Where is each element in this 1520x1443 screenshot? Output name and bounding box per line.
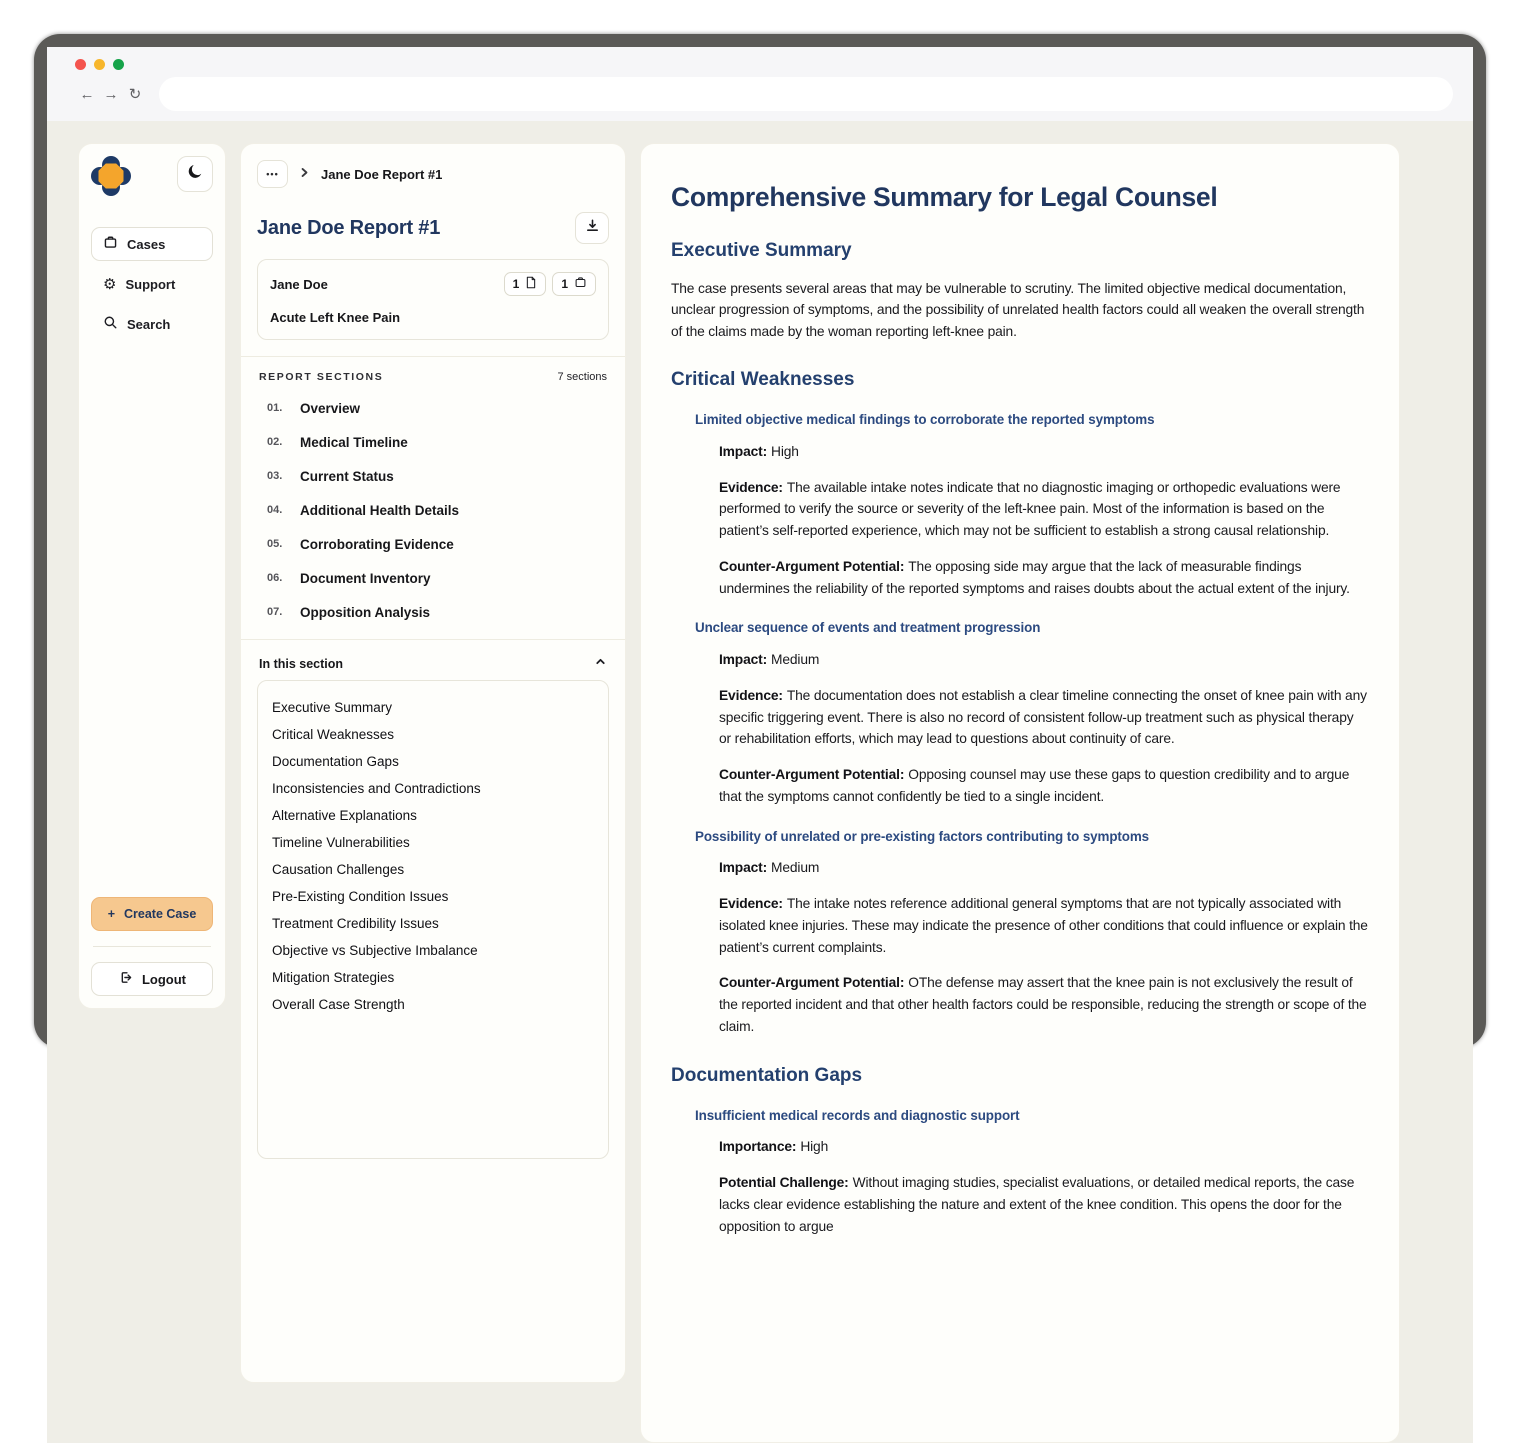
weakness-details: Impact: Medium Evidence: The documentation does not establish a clear timeline connecting the onset of knee pain with any specific triggering event. There is also no record of consistent follow-up treatment such as physical therapy or rehabilitation efforts, which may lead to questions about continuity of care. Counter-Argument Potential: Opposing counsel may use these gaps to question credibility and to argue that the symptoms cannot confidently be tied to a single incident. <box>719 652 1367 804</box>
report-sections-header: REPORT SECTIONS <box>259 371 384 383</box>
weakness-details: Impact: High Evidence: The available intake notes indicate that no diagnostic imaging or orthopedic evaluations were performed to verify the source or severity of the left-knee pain. Most of the information is based on the patient’s self-reported experience, which may not be sufficient to establish a strong causal relationship. Counter-Argument Potential: The opposing side may argue that the lack of measurable findings undermines the reliability of the reported symptoms and raises doubts about the actual extent of the injury. <box>719 444 1350 596</box>
report-section-item[interactable]: 05. Corroborating Evidence <box>267 536 454 552</box>
in-this-section-label: In this section <box>259 657 344 671</box>
plus-icon: + <box>107 907 116 921</box>
page-title: Comprehensive Summary for Legal Counsel <box>671 182 1218 212</box>
report-section-item[interactable]: 04. Additional Health Details <box>267 502 460 518</box>
download-icon <box>585 218 600 238</box>
app-content <box>47 121 1473 1443</box>
back-icon[interactable]: ← <box>79 85 95 103</box>
toc-item[interactable]: Objective vs Subjective Imbalance <box>272 943 478 958</box>
toc-item[interactable]: Timeline Vulnerabilities <box>272 835 410 850</box>
weakness-title: Limited objective medical findings to corroborate the reported symptoms <box>695 412 1155 428</box>
toc-item[interactable]: Treatment Credibility Issues <box>272 916 439 931</box>
report-section-item[interactable]: 06. Document Inventory <box>267 570 431 586</box>
logout-button[interactable] <box>91 962 213 996</box>
case-count-badge: 1 <box>552 272 596 296</box>
sidebar-item-label: Support <box>125 276 176 292</box>
toc-list <box>257 680 609 1159</box>
toc-item[interactable]: Causation Challenges <box>272 862 405 877</box>
gap-details: Importance: High Potential Challenge: Without imaging studies, specialist evaluations, or detailed medical reports, the case lacks clear evidence establishing the nature and extent of the knee condition. This opens the door for the opposition to argue <box>719 1139 1355 1234</box>
url-bar[interactable] <box>159 77 1453 111</box>
close-window-button[interactable] <box>75 59 86 70</box>
reload-icon[interactable]: ↻ <box>128 86 142 103</box>
briefcase-icon <box>574 276 587 292</box>
create-case-label: Create Case <box>124 907 197 921</box>
logout-label: Logout <box>141 971 187 987</box>
toc-item[interactable]: Critical Weaknesses <box>272 727 395 742</box>
briefcase-icon <box>103 235 118 253</box>
toc-item[interactable]: Inconsistencies and Contradictions <box>272 781 481 796</box>
browser-window <box>47 47 1473 1234</box>
create-case-button[interactable] <box>91 897 213 931</box>
report-section-item[interactable]: 07. Opposition Analysis <box>267 604 431 620</box>
weakness-title: Unclear sequence of events and treatment progression <box>695 620 1041 636</box>
patient-name: Jane Doe <box>270 276 328 292</box>
section-heading-critical-weaknesses: Critical Weaknesses <box>671 369 855 391</box>
patient-condition: Acute Left Knee Pain <box>270 310 401 325</box>
sidebar-item-cases[interactable] <box>91 227 213 261</box>
minimize-window-button[interactable] <box>94 59 105 70</box>
weakness-title: Possibility of unrelated or pre-existing factors contributing to symptoms <box>695 828 1149 844</box>
report-panel <box>240 143 626 1383</box>
breadcrumb-ellipsis-button[interactable]: ••• <box>257 160 288 188</box>
breadcrumb <box>257 160 609 188</box>
document-count-badge: 1 <box>504 272 547 296</box>
document-icon <box>525 276 537 292</box>
download-report-button[interactable] <box>575 212 609 244</box>
breadcrumb-current[interactable]: Jane Doe Report #1 <box>321 166 443 182</box>
report-sections-list <box>257 391 609 629</box>
toc-item[interactable]: Executive Summary <box>272 700 393 715</box>
traffic-lights <box>75 56 1453 72</box>
sidebar-item-label: Search <box>127 316 171 332</box>
dark-mode-toggle[interactable] <box>177 156 213 192</box>
summary-panel <box>640 143 1400 1443</box>
report-section-item[interactable]: 03. Current Status <box>267 468 394 484</box>
gear-icon: ⚙ <box>103 275 117 293</box>
sidebar-divider <box>93 946 211 947</box>
toc-item[interactable]: Mitigation Strategies <box>272 970 395 985</box>
sections-count: 7 sections <box>557 371 607 383</box>
report-section-item[interactable]: 02. Medical Timeline <box>267 434 408 450</box>
sidebar-item-label: Cases <box>127 236 166 252</box>
browser-toolbar <box>75 77 1453 111</box>
sidebar-nav <box>91 227 213 341</box>
executive-summary-text: The case presents several areas that may be vulnerable to scrutiny. The limited objective medical documentation, unclear progression of symptoms, and the possibility of unrelated health factors could all weaken the overall strength of the claims made by the woman reporting left-knee pain. <box>671 280 1365 339</box>
toc-item[interactable]: Documentation Gaps <box>272 754 399 769</box>
report-section-item[interactable]: 01. Overview <box>267 400 361 416</box>
collapse-toc-button[interactable] <box>594 655 607 673</box>
logout-icon <box>118 970 133 988</box>
maximize-window-button[interactable] <box>113 59 124 70</box>
toc-item[interactable]: Pre-Existing Condition Issues <box>272 889 449 904</box>
weakness-details: Impact: Medium Evidence: The intake notes reference additional general symptoms that are not typically associated with isolated knee injuries. These may indicate the presence of other conditions that could influence or explain the patient’s current complaints. Counter-Argument Potential: OThe defense may assert that the knee pain is not exclusively the result of the reported incident and that other health factors could be responsible, reducing the strength or scope of the claim. <box>719 860 1368 1034</box>
section-heading-documentation-gaps: Documentation Gaps <box>671 1064 863 1086</box>
moon-icon <box>187 163 204 185</box>
toc-item[interactable]: Overall Case Strength <box>272 997 405 1012</box>
chevron-right-icon <box>299 165 310 183</box>
sidebar <box>78 143 226 1009</box>
forward-icon[interactable]: → <box>103 85 119 103</box>
sidebar-item-support[interactable] <box>91 267 213 301</box>
sidebar-item-search[interactable] <box>91 307 213 341</box>
gap-title: Insufficient medical records and diagnostic support <box>695 1107 1020 1123</box>
report-title: Jane Doe Report #1 <box>257 216 441 239</box>
search-icon <box>103 315 118 333</box>
patient-card[interactable] <box>257 259 609 340</box>
browser-chrome <box>47 47 1473 121</box>
app-logo <box>91 156 131 201</box>
section-heading-executive-summary: Executive Summary <box>671 240 852 261</box>
browser-window-frame <box>34 34 1486 1234</box>
chevron-up-icon <box>594 655 607 672</box>
toc-item[interactable]: Alternative Explanations <box>272 808 417 823</box>
